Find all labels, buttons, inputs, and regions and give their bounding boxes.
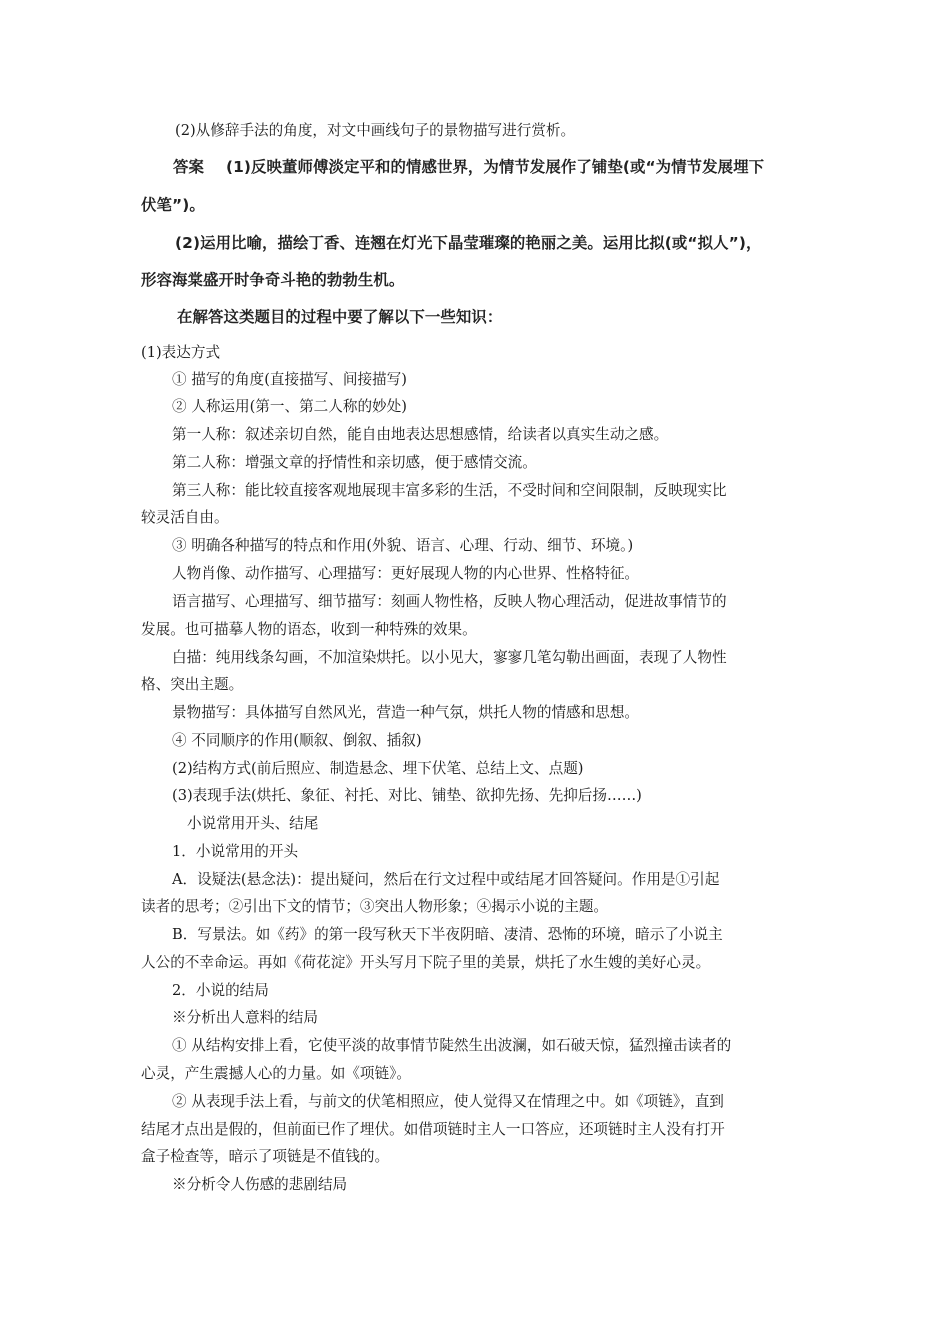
text-line: 心灵，产生震撼人心的力量。如《项链》。 xyxy=(141,1065,411,1082)
text-line: 较灵活自由。 xyxy=(141,509,229,526)
text-line: 第二人称：增强文章的抒情性和亲切感，便于感情交流。 xyxy=(172,454,537,471)
answer-2-part-2: 形容海棠盛开时争奇斗艳的勃勃生机。 xyxy=(141,271,405,289)
text-line: ※分析令人伤感的悲剧结局 xyxy=(172,1176,348,1193)
answer-1-part-2: 伏笔”)。 xyxy=(141,196,205,214)
text-line: 1．小说常用的开头 xyxy=(172,843,299,860)
text-line: A．设疑法(悬念法)：提出疑问，然后在行文过程中或结尾才回答疑问。作用是①引起 xyxy=(172,871,720,888)
text-line: 第一人称：叙述亲切自然，能自由地表达思想感情，给读者以真实生动之感。 xyxy=(172,426,669,443)
text-line: 盒子检查等，暗示了项链是不值钱的。 xyxy=(141,1148,390,1165)
answer-1-part-1: (1)反映董师傅淡定平和的情感世界，为情节发展作了铺垫(或“为情节发展埋下 xyxy=(225,158,765,176)
text-line: 读者的思考；②引出下文的情节；③突出人物形象；④揭示小说的主题。 xyxy=(141,898,609,915)
knowledge-intro: 在解答这类题目的过程中要了解以下一些知识： xyxy=(177,308,503,326)
text-line: ① 描写的角度(直接描写、间接描写) xyxy=(172,371,407,388)
text-line: (1)表达方式 xyxy=(141,344,221,361)
text-line: ① 从结构安排上看，它使平淡的故事情节陡然生出波澜，如石破天惊，猛烈撞击读者的 xyxy=(172,1037,732,1054)
answer-2-part-1: (2)运用比喻，描绘丁香、连翘在灯光下晶莹璀璨的艳丽之美。运用比拟(或“拟人”)， xyxy=(175,234,762,252)
text-line: ② 从表现手法上看，与前文的伏笔相照应，使人觉得又在情理之中。如《项链》，直到 xyxy=(172,1093,724,1110)
answer-label: 答案 xyxy=(173,158,204,176)
text-line: ② 人称运用(第一、第二人称的妙处) xyxy=(172,398,407,415)
text-line: 景物描写：具体描写自然风光，营造一种气氛，烘托人物的情感和思想。 xyxy=(172,704,640,721)
text-line: B．写景法。如《药》的第一段写秋天下半夜阴暗、凄清、恐怖的环境，暗示了小说主 xyxy=(172,926,723,943)
text-line: (3)表现手法(烘托、象征、衬托、对比、铺垫、欲抑先扬、先抑后扬……) xyxy=(172,787,642,804)
text-line: 2．小说的结局 xyxy=(172,982,269,999)
text-line: 人公的不幸命运。再如《荷花淀》开头写月下院子里的美景，烘托了水生嫂的美好心灵。 xyxy=(141,954,711,971)
text-line: ④ 不同顺序的作用(顺叙、倒叙、插叙) xyxy=(172,732,422,749)
text-line: (2)结构方式(前后照应、制造悬念、埋下伏笔、总结上文、点题) xyxy=(172,760,584,777)
text-line: 白描：纯用线条勾画，不加渲染烘托。以小见大，寥寥几笔勾勒出画面，表现了人物性 xyxy=(172,649,727,666)
text-line: 发展。也可描摹人物的语态，收到一种特殊的效果。 xyxy=(141,621,477,638)
question-2: (2)从修辞手法的角度，对文中画线句子的景物描写进行赏析。 xyxy=(175,122,576,139)
text-line: ※分析出人意料的结局 xyxy=(172,1009,318,1026)
answer-line-1 xyxy=(173,156,764,178)
text-line: 小说常用开头、结尾 xyxy=(187,815,319,832)
text-line: 格、突出主题。 xyxy=(141,676,244,693)
text-line: 人物肖像、动作描写、心理描写：更好展现人物的内心世界、性格特征。 xyxy=(172,565,640,582)
text-line: ③ 明确各种描写的特点和作用(外貌、语言、心理、行动、细节、环境。) xyxy=(172,537,634,554)
text-line: 第三人称：能比较直接客观地展现丰富多彩的生活，不受时间和空间限制，反映现实比 xyxy=(172,482,727,499)
text-line: 语言描写、心理描写、细节描写：刻画人物性格，反映人物心理活动，促进故事情节的 xyxy=(172,593,727,610)
text-line: 结尾才点出是假的，但前面已作了埋伏。如借项链时主人一口答应，还项链时主人没有打开 xyxy=(141,1121,725,1138)
